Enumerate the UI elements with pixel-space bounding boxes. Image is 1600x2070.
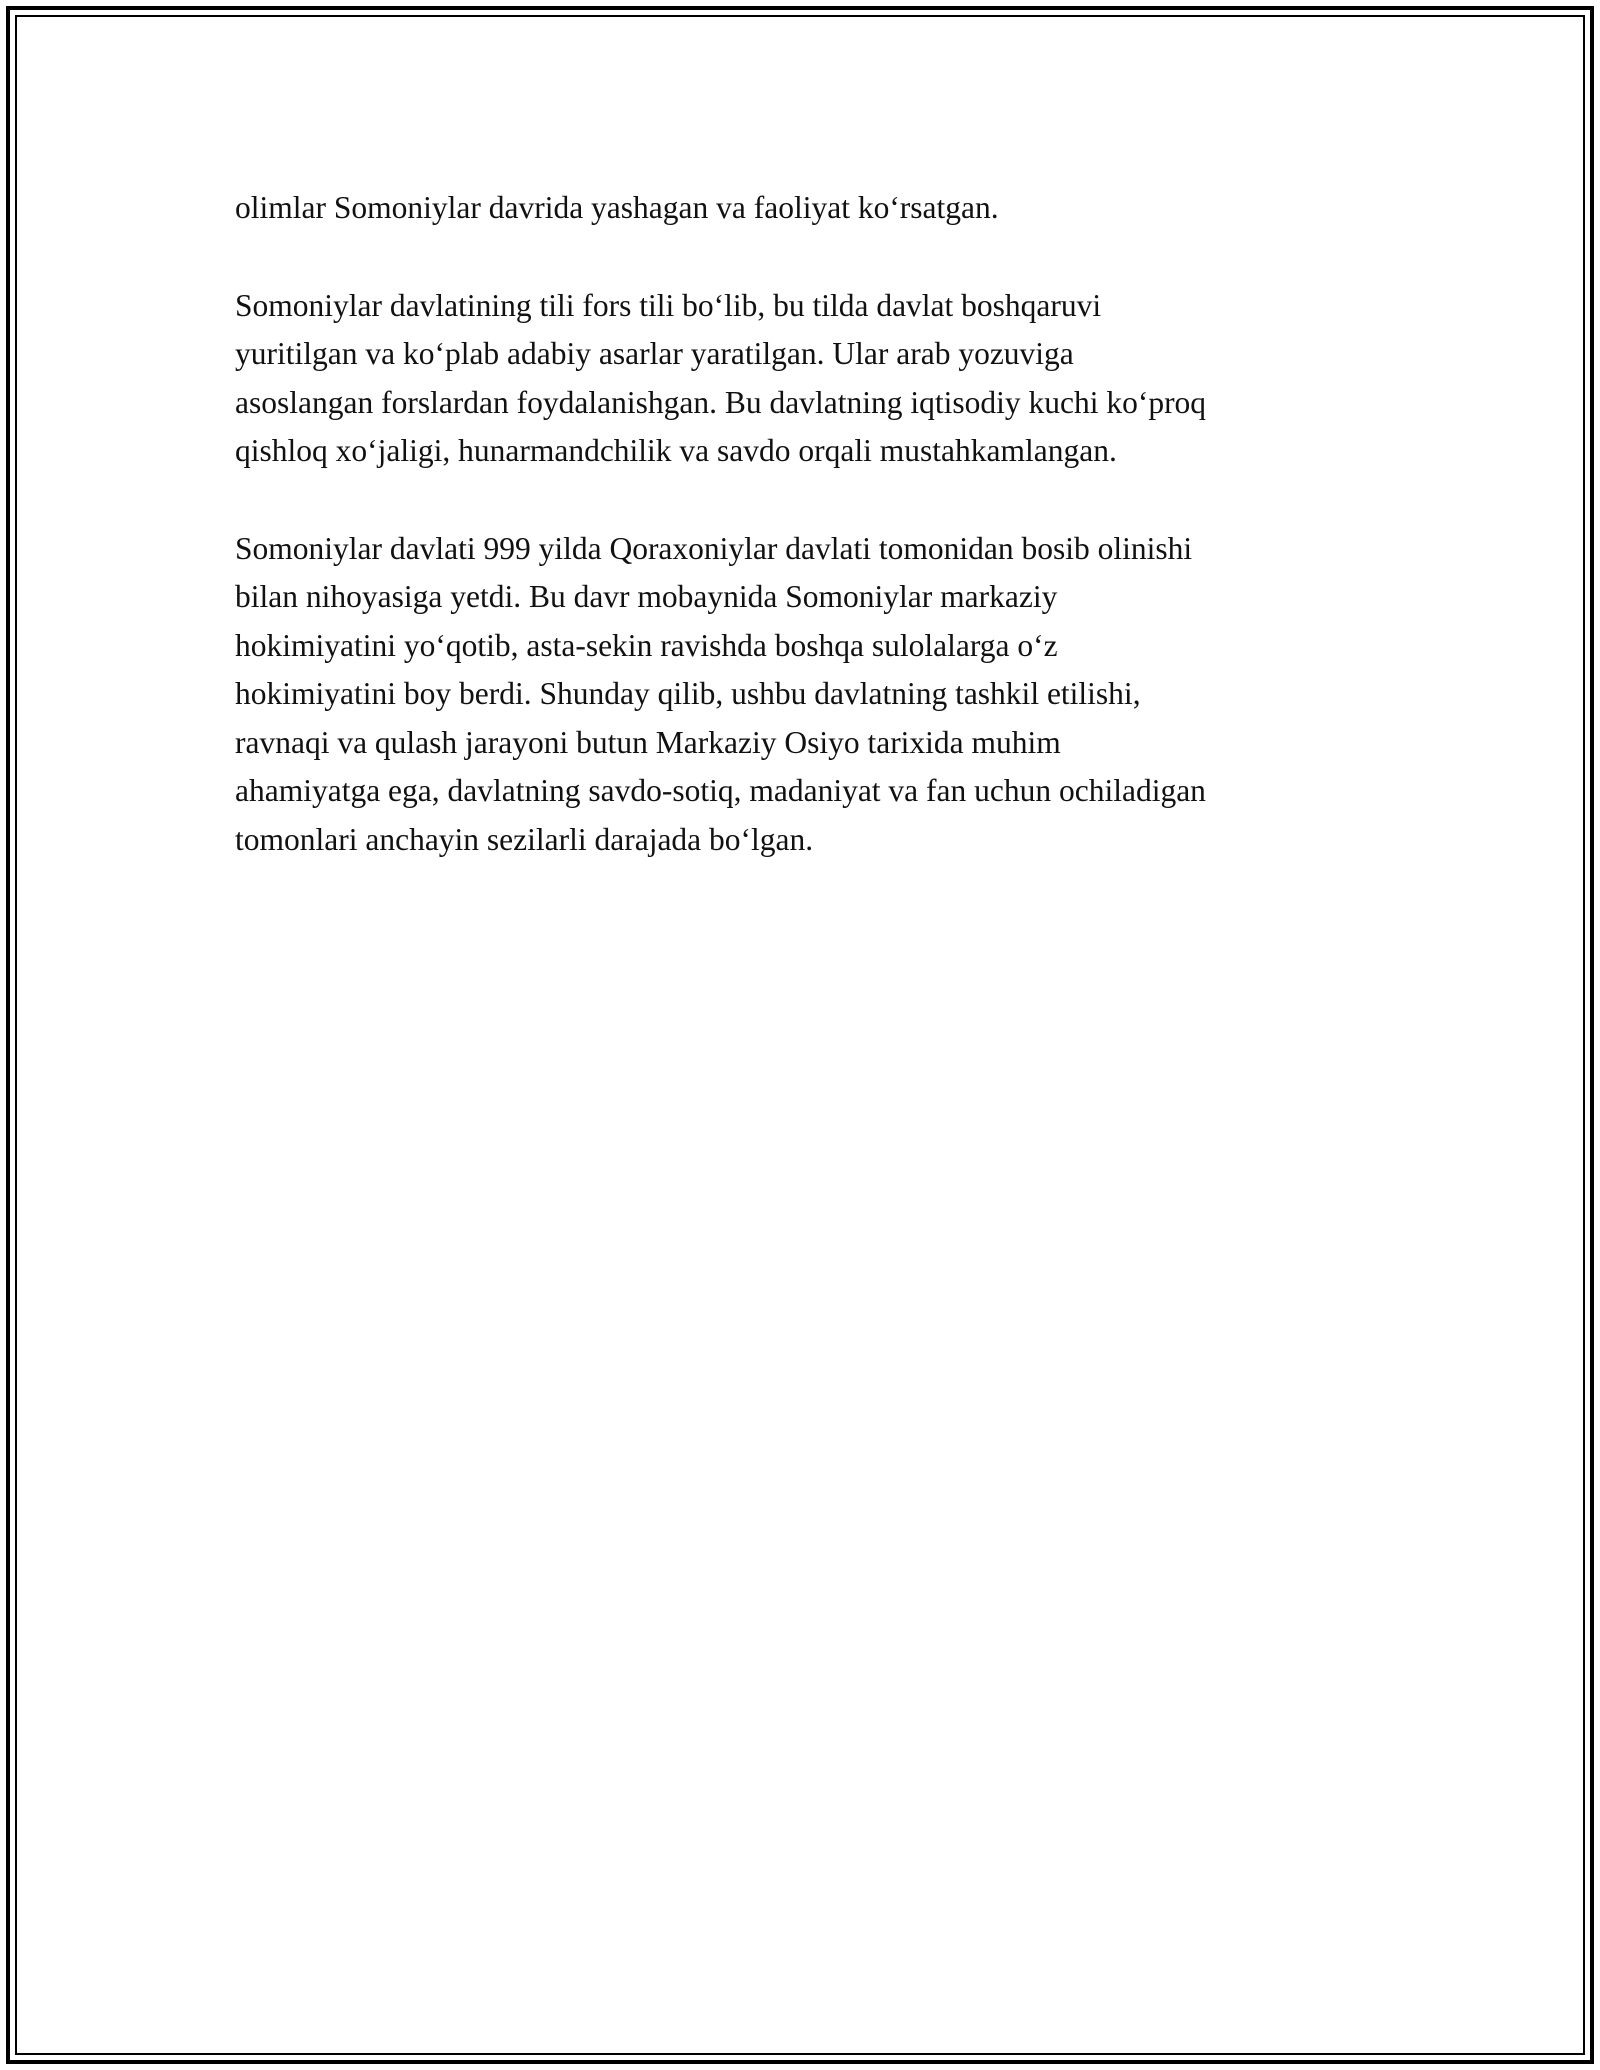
text-line: olimlar Somoniylar davrida yashagan va faoliyat ko‘rsatgan.	[235, 190, 999, 225]
document-body	[235, 184, 1365, 913]
text-line: ahamiyatga ega, davlatning savdo-sotiq, madaniyat va fan uchun ochiladigan	[235, 773, 1206, 808]
paragraph	[235, 282, 1365, 476]
text-line: bilan nihoyasiga yetdi. Bu davr mobaynida Somoniylar markaziy	[235, 579, 1058, 614]
text-line: hokimiyatini boy berdi. Shunday qilib, ushbu davlatning tashkil etilishi,	[235, 676, 1141, 711]
paragraph	[235, 525, 1365, 865]
text-line: asoslangan forslardan foydalanishgan. Bu davlatning iqtisodiy kuchi ko‘proq	[235, 384, 1207, 420]
text-line: ravnaqi va qulash jarayoni butun Markaziy Osiyo tarixida muhim	[235, 724, 1061, 760]
text-line: Somoniylar davlatining tili fors tili bo‘lib, bu tilda davlat boshqaruvi	[235, 287, 1102, 323]
text-line: Somoniylar davlati 999 yilda Qoraxoniylar davlati tomonidan bosib olinishi	[235, 530, 1193, 566]
paragraph	[235, 184, 1365, 233]
text-line: yuritilgan va ko‘plab adabiy asarlar yaratilgan. Ular arab yozuviga	[235, 336, 1074, 371]
text-line: hokimiyatini yo‘qotib, asta-sekin ravishda boshqa sulolalarga o‘z	[235, 627, 1058, 663]
text-line: tomonlari anchayin sezilarli darajada bo‘lgan.	[235, 821, 814, 857]
text-line: qishloq xo‘jaligi, hunarmandchilik va savdo orqali mustahkamlangan.	[235, 433, 1117, 468]
